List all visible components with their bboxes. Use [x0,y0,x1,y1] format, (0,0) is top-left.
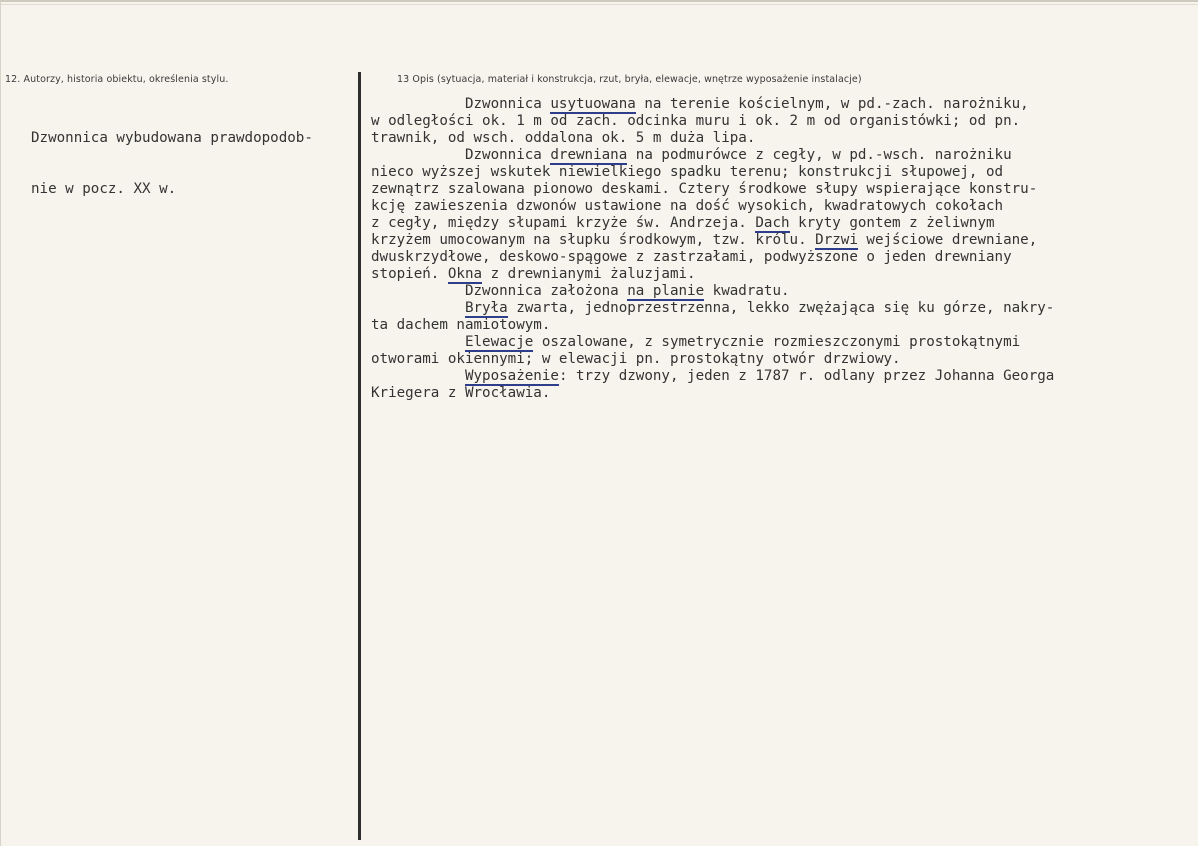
text-segment: na terenie kościelnym, w pd.-zach. narożniku, [635,96,1029,112]
text-line [371,334,1054,351]
text-segment: z cegły, między słupami krzyże św. Andrzeja. [371,215,756,231]
text-line [371,283,1054,300]
text-line [371,232,1054,249]
underlined-keyword: Drzwi [815,232,858,248]
underlined-keyword: Elewacje [464,334,534,350]
text-line [371,249,1054,266]
underlined-keyword: Okna [447,266,483,282]
text-segment: z drewnianymi żaluzjami. [482,266,696,282]
text-segment: na podmurówce z cegły, w pd.-wsch. narożniku [627,147,1012,163]
underlined-keyword: Wyposażenie [464,368,559,384]
text-line [371,317,1054,334]
text-segment [371,334,465,350]
text-segment: nieco wyższej wskutek niewielkiego spadku terenu; konstrukcji słupowej, od [371,164,1004,180]
text-line [371,130,1054,147]
text-segment: Dzwonnica założona [371,283,628,299]
underlined-keyword: Dach [755,215,790,231]
section-12-text [31,96,313,232]
column-divider [358,72,361,840]
text-line [371,164,1054,181]
underlined-keyword: Bryła [464,300,508,316]
text-line [371,113,1054,130]
text-line: nie w pocz. XX w. [31,181,177,197]
text-segment: w odległości ok. 1 m od zach. odcinka muru i ok. 2 m od organistówki; od pn. [371,113,1021,129]
text-segment: kcję zawieszenia dzwonów ustawione na dość wysokich, kwadratowych cokołach [371,198,1004,214]
section-13-text [371,96,1054,402]
underlined-keyword: drewniana [550,147,628,163]
text-line [371,147,1054,164]
section-12-label: 12. Autorzy, historia obiektu, określenia stylu. [5,74,229,85]
text-segment: Dzwonnica [371,147,551,163]
section-13-label: 13 Opis (sytuacja, materiał i konstrukcja, rzut, bryła, elewacje, wnętrze wyposażenie instalacje) [397,74,862,85]
text-segment: kwadratu. [704,283,790,299]
text-segment: krzyżem umocowanym na słupku środkowym, tzw. królu. [371,232,816,248]
text-line [371,266,1054,283]
text-segment [371,368,465,384]
text-line [371,181,1054,198]
text-segment: stopień. [371,266,448,282]
underlined-keyword: na planie [627,283,705,299]
text-line [371,351,1054,368]
text-line [371,300,1054,317]
text-segment: oszalowane, z symetrycznie rozmieszczonymi prostokątnymi [533,334,1021,350]
text-line [371,215,1054,232]
text-segment: zwarta, jednoprzestrzenna, lekko zwężająca się ku górze, nakry- [507,300,1055,316]
text-segment: Dzwonnica [371,96,551,112]
text-segment: wejściowe drewniane, [857,232,1038,248]
text-segment: ta dachem namiotowym. [371,317,551,333]
text-line [371,96,1054,113]
text-segment: zewnątrz szalowana pionowo deskami. Cztery środkowe słupy wspierające konstru- [371,181,1038,197]
text-segment: dwuskrzydłowe, deskowo-spągowe z zastrzałami, podwyższone o jeden drewniany [371,249,1012,265]
text-segment: kryty gontem z żeliwnym [789,215,995,231]
text-segment: otworami okiennymi; w elewacji pn. prostokątny otwór drzwiowy. [371,351,901,367]
text-segment: : trzy dzwony, jeden z 1787 r. odlany przez Johanna Georga [558,368,1055,384]
text-segment: trawnik, od wsch. oddalona ok. 5 m duża lipa. [371,130,756,146]
text-line: Dzwonnica wybudowana prawdopodob- [31,130,313,146]
text-line [371,198,1054,215]
text-segment [371,300,465,316]
text-line [371,385,1054,402]
top-edge-line [1,4,1198,5]
text-line [371,368,1054,385]
text-segment: Kriegera z Wrocławia. [371,385,551,401]
underlined-keyword: usytuowana [550,96,636,112]
